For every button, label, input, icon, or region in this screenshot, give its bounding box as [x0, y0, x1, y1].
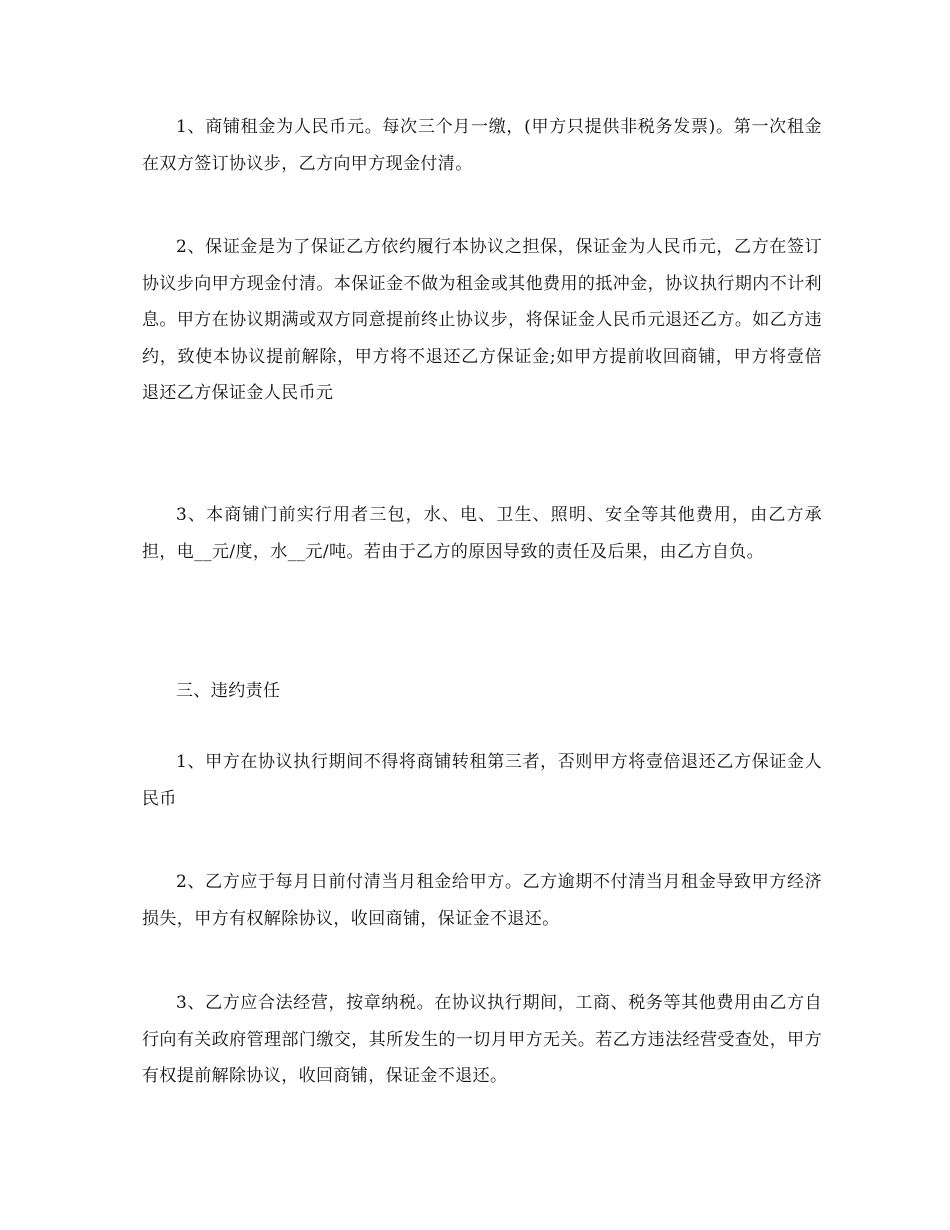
clause-late-rent: 2、乙方应于每月日前付清当月租金给甲方。乙方逾期不付清当月租金导致甲方经济损失，甲方有权解除协议，收回商铺，保证金不退还。	[142, 872, 822, 929]
clause-rent-payment: 1、商铺租金为人民币元。每次三个月一缴，(甲方只提供非税务发票)。第一次租金在双方签订协议步，乙方向甲方现金付清。	[142, 117, 822, 174]
clause-utilities: 3、本商铺门前实行用者三包，水、电、卫生、照明、安全等其他费用，由乙方承担，电__元/度，水__元/吨。若由于乙方的原因导致的责任及后果，由乙方自负。	[142, 505, 822, 562]
section-heading-breach: 三、违约责任	[176, 681, 281, 701]
clause-sublease: 1、甲方在协议执行期间不得将商铺转租第三者，否则甲方将壹倍退还乙方保证金人民币	[142, 752, 822, 809]
clause-deposit: 2、保证金是为了保证乙方依约履行本协议之担保，保证金为人民币元，乙方在签订协议步向甲方现金付清。本保证金不做为租金或其他费用的抵冲金，协议执行期内不计利息。甲方在协议期满或双方同意提前终止协议步，将保证金人民币元退还乙方。如乙方违约，致使本协议提前解除，甲方将不退还乙方保证金;如甲方提前收回商铺，甲方将壹倍退还乙方保证金人民币元	[142, 237, 822, 403]
clause-legal-operation: 3、乙方应合法经营，按章纳税。在协议执行期间，工商、税务等其他费用由乙方自行向有关政府管理部门缴交，其所发生的一切月甲方无关。若乙方违法经营受查处，甲方有权提前解除协议，收回商铺，保证金不退还。	[142, 993, 822, 1086]
